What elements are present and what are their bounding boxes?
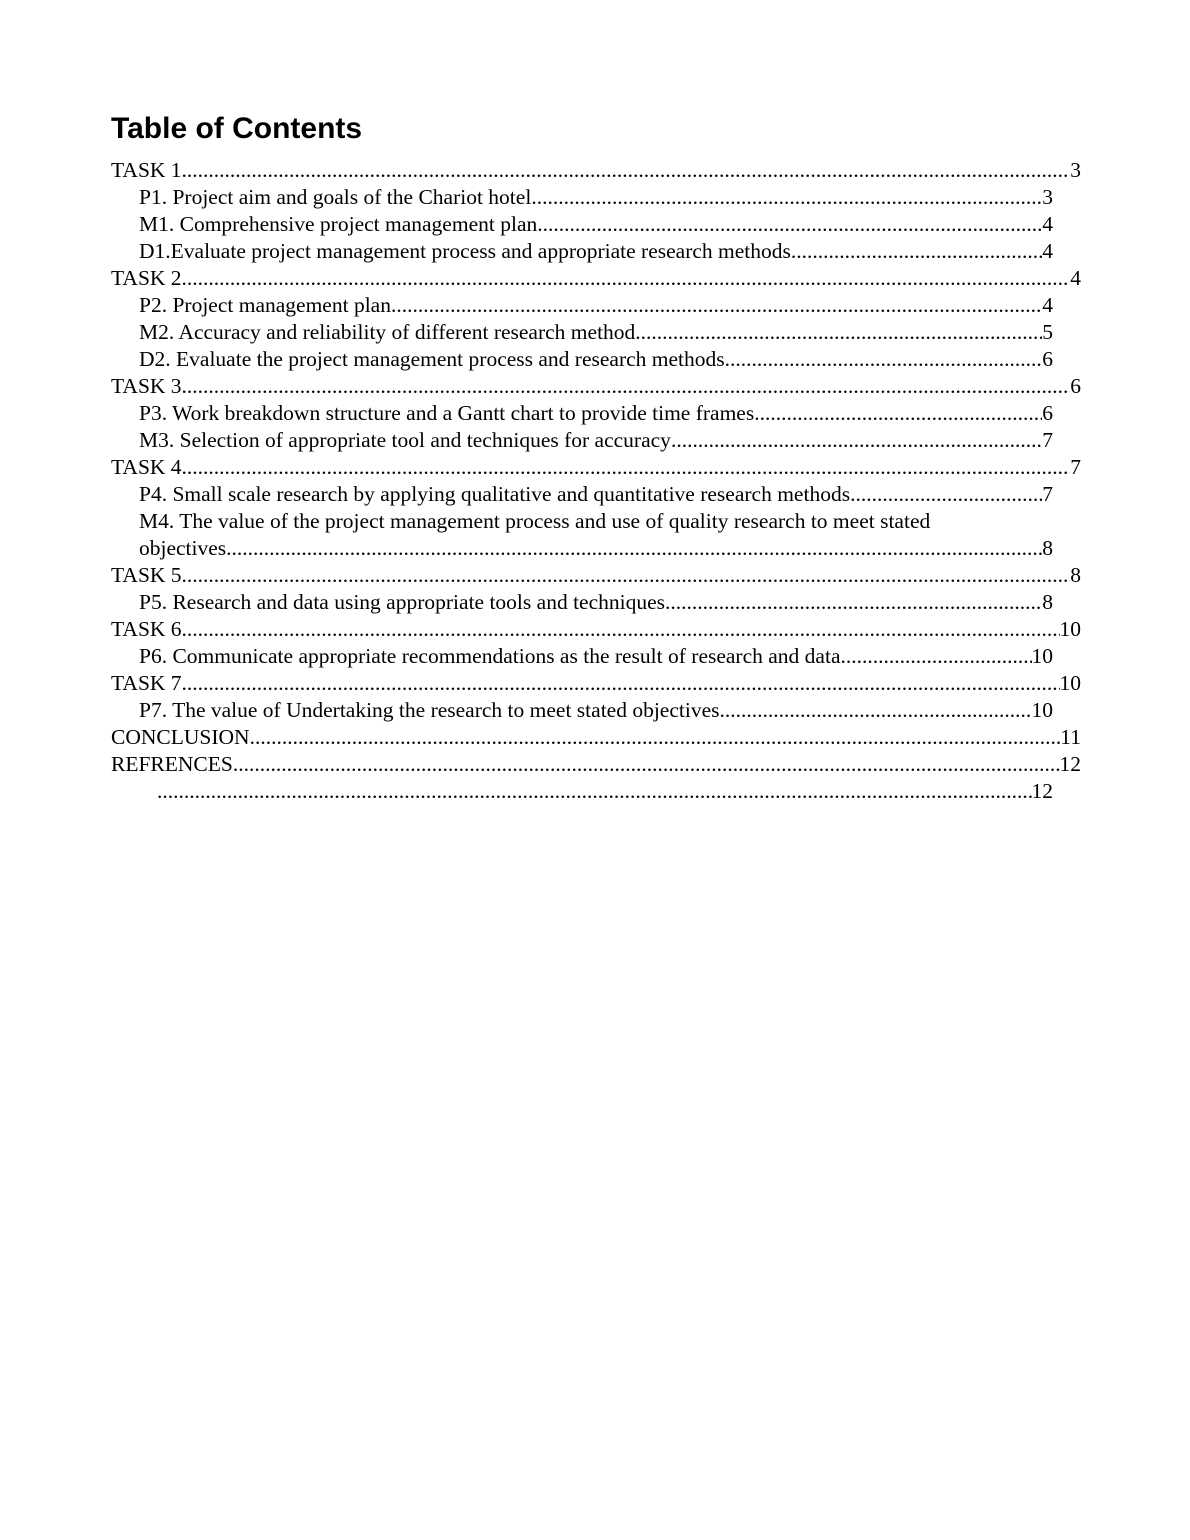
- toc-leader: [665, 589, 1042, 616]
- toc-entry-p5[interactable]: [111, 589, 1081, 616]
- toc-leader: [850, 481, 1042, 508]
- toc-entry-text: P2. Project management plan: [139, 293, 391, 317]
- toc-entry-conclusion[interactable]: [111, 724, 1081, 751]
- toc-entry-text: D1.Evaluate project management process and appropriate research methods: [139, 239, 791, 263]
- toc-leader: [182, 670, 1060, 697]
- toc-page-number: 7: [1042, 428, 1053, 452]
- toc-leader: [531, 184, 1042, 211]
- toc-leader: [226, 535, 1042, 562]
- toc-entry-text: TASK 4: [111, 455, 182, 479]
- toc-leader: [182, 265, 1071, 292]
- toc-entry-text-continued: objectives: [139, 536, 227, 560]
- toc-entry-text: TASK 5: [111, 563, 182, 587]
- toc-leader: [725, 346, 1043, 373]
- toc-entry-p4[interactable]: [111, 481, 1081, 508]
- toc-leader: [391, 292, 1042, 319]
- toc-entry-text: REFRENCES: [111, 752, 233, 776]
- toc-entry-text: M4. The value of the project management process and use of quality research to meet stated: [139, 509, 931, 533]
- toc-entry-text: TASK 3: [111, 374, 182, 398]
- toc-entry-d1[interactable]: [111, 238, 1081, 265]
- toc-leader: [182, 616, 1060, 643]
- toc-entry-task-1[interactable]: [111, 157, 1081, 184]
- toc-entry-d2[interactable]: [111, 346, 1081, 373]
- toc-page-number: 6: [1042, 401, 1053, 425]
- toc-page-number: 8: [1042, 590, 1053, 614]
- toc-leader: [250, 724, 1061, 751]
- toc-leader: [671, 427, 1042, 454]
- toc-leader: [182, 157, 1071, 184]
- toc-page-number: 4: [1042, 212, 1053, 236]
- toc-leader: [157, 778, 1032, 805]
- toc-entry-references[interactable]: [111, 751, 1081, 778]
- toc-entry-text: P7. The value of Undertaking the research to meet stated objectives: [139, 698, 720, 722]
- toc-page-number: 10: [1031, 644, 1053, 668]
- toc-page-number: 3: [1042, 185, 1053, 209]
- toc-entry-text: P6. Communicate appropriate recommendations as the result of research and data.: [139, 644, 846, 668]
- toc-page-number: 10: [1059, 617, 1081, 641]
- toc-page-number: 10: [1031, 698, 1053, 722]
- toc-entry-text: M1. Comprehensive project management plan: [139, 212, 538, 236]
- toc-entry-untitled[interactable]: [111, 778, 1081, 805]
- toc-entry-task-3[interactable]: [111, 373, 1081, 400]
- toc-leader: [182, 373, 1071, 400]
- toc-leader: [537, 211, 1042, 238]
- toc-entry-continuation: [139, 535, 1053, 562]
- toc-leader: [720, 697, 1032, 724]
- toc-page-number: 8: [1042, 536, 1053, 560]
- toc-entry-text: CONCLUSION: [111, 725, 250, 749]
- toc-entry-text: TASK 1: [111, 158, 182, 182]
- toc-entry-text: P4. Small scale research by applying qualitative and quantitative research methods: [139, 482, 851, 506]
- toc-entry-text: TASK 6: [111, 617, 182, 641]
- toc-page-number: 12: [1059, 752, 1081, 776]
- toc-entry-task-6[interactable]: [111, 616, 1081, 643]
- toc-entry-text: TASK 2: [111, 266, 182, 290]
- toc-page-number: 7: [1042, 482, 1053, 506]
- toc-entry-p1[interactable]: [111, 184, 1081, 211]
- toc-entry-m1[interactable]: [111, 211, 1081, 238]
- toc-entry-task-5[interactable]: [111, 562, 1081, 589]
- toc-list: [111, 157, 1081, 805]
- toc-page-number: 4: [1070, 266, 1081, 290]
- toc-entry-task-2[interactable]: [111, 265, 1081, 292]
- toc-leader: [846, 643, 1032, 670]
- toc-entry-text: P5. Research and data using appropriate tools and techniques: [139, 590, 666, 614]
- toc-page-number: 4: [1042, 239, 1053, 263]
- toc-leader: [791, 238, 1042, 265]
- toc-entry-m3[interactable]: [111, 427, 1081, 454]
- toc-entry-text: M3. Selection of appropriate tool and techniques for accuracy: [139, 428, 671, 452]
- toc-entry-p2[interactable]: [111, 292, 1081, 319]
- toc-page-number: 6: [1070, 374, 1081, 398]
- toc-leader: [182, 454, 1071, 481]
- toc-entry-p6[interactable]: [111, 643, 1081, 670]
- toc-leader: [754, 400, 1042, 427]
- toc-page-number: 7: [1070, 455, 1081, 479]
- toc-page-number: 4: [1042, 293, 1053, 317]
- toc-page-number: 11: [1060, 725, 1081, 749]
- toc-page-number: 8: [1070, 563, 1081, 587]
- toc-leader: [182, 562, 1071, 589]
- toc-entry-m4[interactable]: [111, 508, 1081, 562]
- toc-entry-text: TASK 7: [111, 671, 182, 695]
- toc-entry-text: P3. Work breakdown structure and a Gantt chart to provide time frames: [139, 401, 755, 425]
- toc-entry-task-7[interactable]: [111, 670, 1081, 697]
- toc-page-number: 6: [1042, 347, 1053, 371]
- toc-entry-text: P1. Project aim and goals of the Chariot hotel: [139, 185, 532, 209]
- toc-entry-p3[interactable]: [111, 400, 1081, 427]
- toc-page-number: 12: [1031, 779, 1053, 803]
- toc-entry-task-4[interactable]: [111, 454, 1081, 481]
- toc-entry-m2[interactable]: [111, 319, 1081, 346]
- toc-page-number: 5: [1042, 320, 1053, 344]
- toc-entry-p7[interactable]: [111, 697, 1081, 724]
- toc-entry-text: D2. Evaluate the project management process and research methods: [139, 347, 725, 371]
- toc-leader: [233, 751, 1060, 778]
- toc-page-number: 3: [1070, 158, 1081, 182]
- toc-entry-text: M2. Accuracy and reliability of different research method.: [139, 320, 641, 344]
- toc-title: Table of Contents: [111, 112, 363, 145]
- toc-leader: [641, 319, 1043, 346]
- toc-page-number: 10: [1059, 671, 1081, 695]
